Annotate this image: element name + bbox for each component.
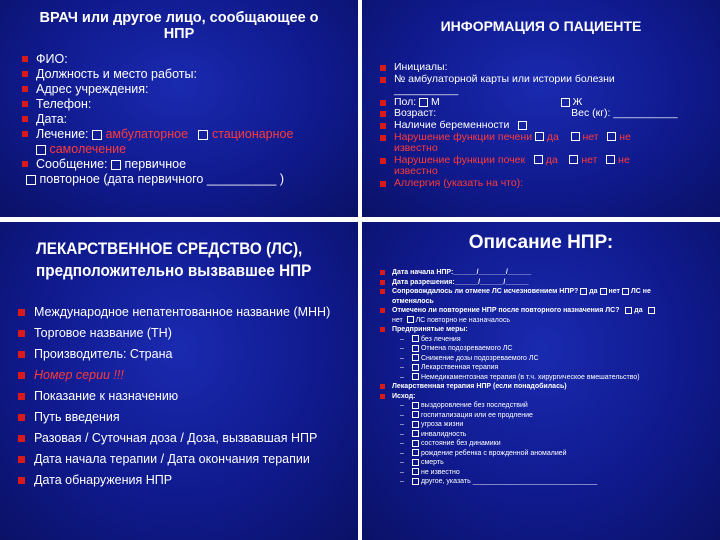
- bullet-icon: [380, 181, 386, 187]
- bullet-icon: [18, 330, 25, 337]
- checkbox-icon[interactable]: [412, 468, 419, 475]
- age-row: Возраст: Вес (кг): ___________: [380, 108, 678, 120]
- patient-fields: [380, 62, 678, 190]
- repeat-row: Отмечено ли повторение НПР после повторного назначения ЛС? да: [380, 306, 655, 316]
- list-item: – госпитализация или ее продление: [400, 411, 533, 419]
- bullet-icon: [22, 161, 28, 167]
- dash-icon: –: [400, 411, 404, 419]
- checkbox-icon[interactable]: [412, 478, 419, 485]
- list-item: Номер серии !!!: [18, 365, 330, 386]
- list-item: – Отмена подозреваемого ЛС: [400, 345, 513, 352]
- kidney-row: Нарушение функции почек да нет не: [380, 155, 678, 167]
- bullet-icon: [18, 456, 25, 463]
- checkbox-icon[interactable]: [569, 155, 578, 164]
- checkbox-icon[interactable]: [606, 155, 615, 164]
- bullet-icon: [380, 394, 385, 399]
- list-item: Исход:: [380, 392, 655, 402]
- list-item: Дата начала НПР:______/_______/______: [380, 268, 655, 278]
- slide-title: Описание НПР:: [468, 232, 614, 253]
- checkbox-icon[interactable]: [607, 132, 616, 141]
- checkbox-icon[interactable]: [36, 145, 46, 155]
- bullet-icon: [18, 393, 25, 400]
- checkbox-icon[interactable]: [518, 121, 527, 130]
- list-item: – состояние без динамики: [400, 440, 501, 447]
- report-row: Сообщение: первичное: [22, 157, 293, 172]
- treatment-row-cont: самолечение: [22, 142, 293, 157]
- list-item: Инициалы:: [380, 62, 678, 74]
- allergy-row: Аллергия (указать на что):: [380, 178, 678, 190]
- list-item: № амбулаторной карты или истории болезни: [380, 74, 678, 86]
- withdraw-row: Сопровождалось ли отмене ЛС исчезновением НПР? да нет ЛС не: [380, 287, 655, 297]
- list-item: Лекарственная терапия НПР (если понадобилась): [380, 382, 655, 392]
- slide-drug: [0, 222, 358, 540]
- list-item: Дата:: [22, 112, 293, 127]
- bullet-icon: [380, 123, 386, 129]
- dash-icon: –: [400, 373, 404, 381]
- list-item: Разовая / Суточная доза / Доза, вызвавшая НПР: [18, 428, 330, 449]
- list-item: Международное непатентованное название (МНН): [18, 302, 330, 323]
- list-item: Предпринятые меры:: [380, 325, 655, 335]
- list-item: – другое, указать ________________________________: [400, 478, 598, 485]
- list-item: – угроза жизни: [400, 421, 464, 428]
- dash-icon: –: [400, 478, 404, 485]
- checkbox-icon[interactable]: [412, 421, 419, 428]
- sex-row: Пол: М Ж: [380, 97, 678, 109]
- bullet-icon: [22, 71, 28, 77]
- checkbox-icon[interactable]: [26, 175, 36, 185]
- drug-fields: [18, 302, 330, 491]
- checkbox-icon[interactable]: [419, 98, 428, 107]
- list-item: – без лечения: [400, 335, 461, 343]
- bullet-icon: [380, 384, 385, 389]
- checkbox-icon[interactable]: [412, 440, 419, 447]
- adr-fields: [380, 268, 655, 487]
- checkbox-icon[interactable]: [111, 160, 121, 170]
- repeat-row-cont: нет ЛС повторно не назначалось: [392, 316, 510, 324]
- list-item: – смерть: [400, 459, 444, 466]
- bullet-icon: [380, 327, 385, 332]
- bullet-icon: [380, 280, 385, 285]
- checkbox-icon[interactable]: [561, 98, 570, 107]
- checkbox-icon[interactable]: [412, 373, 419, 380]
- list-item: – не известно: [400, 468, 460, 476]
- checkbox-icon[interactable]: [600, 288, 607, 295]
- checkbox-icon[interactable]: [648, 307, 655, 314]
- checkbox-icon[interactable]: [625, 307, 632, 314]
- list-item: Должность и место работы:: [22, 67, 293, 82]
- dash-icon: –: [400, 430, 404, 438]
- report-row-cont: повторное (дата первичного __________ ): [22, 172, 293, 187]
- list-item: ФИО:: [22, 52, 293, 67]
- liver-row: Нарушение функции печени да нет не: [380, 132, 678, 144]
- dash-icon: –: [400, 468, 404, 476]
- list-item: Торговое название (ТН): [18, 323, 330, 344]
- slide-title: ВРАЧ или другое лицо, сообщающее о НПР: [39, 10, 319, 42]
- list-item: ___________: [394, 84, 459, 97]
- slide-patient: [362, 0, 720, 217]
- bullet-icon: [380, 135, 386, 141]
- list-item: – Немедикаментозная терапия (в т.ч. хирургическое вмешательство): [400, 373, 640, 381]
- slide-adr-description: [362, 222, 720, 540]
- dash-icon: –: [400, 364, 404, 371]
- bullet-icon: [380, 77, 386, 83]
- list-item: Производитель: Страна: [18, 344, 330, 365]
- checkbox-icon[interactable]: [412, 411, 419, 418]
- checkbox-icon[interactable]: [198, 130, 208, 140]
- dash-icon: –: [400, 354, 404, 362]
- bullet-icon: [18, 414, 25, 421]
- list-item: Дата разрешения:______/______/______: [380, 278, 655, 288]
- checkbox-icon[interactable]: [412, 335, 419, 342]
- dash-icon: –: [400, 459, 404, 466]
- reporter-fields: [22, 52, 293, 187]
- bullet-icon: [380, 111, 386, 117]
- checkbox-icon[interactable]: [412, 364, 419, 371]
- list-item: – выздоровление без последствий: [400, 402, 528, 409]
- bullet-icon: [380, 158, 386, 164]
- bullet-icon: [22, 56, 28, 62]
- liver-row-cont: известно: [394, 142, 438, 155]
- list-item: – Лекарственная терапия: [400, 364, 499, 371]
- bullet-icon: [18, 477, 25, 484]
- slide-reporter: [0, 0, 358, 217]
- checkbox-icon[interactable]: [412, 402, 419, 409]
- list-item: Путь введения: [18, 407, 330, 428]
- list-item: Дата начала терапии / Дата окончания терапии: [18, 449, 330, 470]
- checkbox-icon[interactable]: [571, 132, 580, 141]
- dash-icon: –: [400, 440, 404, 447]
- slide-title: ИНФОРМАЦИЯ О ПАЦИЕНТЕ: [440, 18, 642, 34]
- checkbox-icon[interactable]: [407, 316, 414, 323]
- checkbox-icon[interactable]: [535, 132, 544, 141]
- checkbox-icon[interactable]: [412, 354, 419, 361]
- withdraw-row-cont: отменялось: [392, 297, 434, 305]
- checkbox-icon[interactable]: [622, 288, 629, 295]
- checkbox-icon[interactable]: [412, 430, 419, 437]
- list-item: Телефон:: [22, 97, 293, 112]
- bullet-icon: [380, 308, 385, 313]
- checkbox-icon[interactable]: [412, 459, 419, 466]
- list-item: Показание к назначению: [18, 386, 330, 407]
- bullet-icon: [380, 65, 386, 71]
- bullet-icon: [18, 309, 25, 316]
- checkbox-icon[interactable]: [412, 449, 419, 456]
- bullet-icon: [22, 86, 28, 92]
- pregnancy-row: Наличие беременности: [380, 120, 678, 132]
- checkbox-icon[interactable]: [412, 345, 419, 352]
- list-item: – рождение ребенка с врожденной аномалией: [400, 449, 567, 457]
- bullet-icon: [18, 435, 25, 442]
- list-item: Адрес учреждения:: [22, 82, 293, 97]
- bullet-icon: [380, 270, 385, 275]
- dash-icon: –: [400, 449, 404, 457]
- dash-icon: –: [400, 402, 404, 409]
- kidney-row-cont: известно: [394, 165, 438, 178]
- bullet-icon: [380, 289, 385, 294]
- bullet-icon: [18, 372, 25, 379]
- dash-icon: –: [400, 421, 404, 428]
- bullet-icon: [380, 100, 386, 106]
- list-item: Дата обнаружения НПР: [18, 470, 330, 491]
- dash-icon: –: [400, 345, 404, 352]
- bullet-icon: [22, 131, 28, 137]
- treatment-row: Лечение: амбулаторное стационарное: [22, 127, 293, 142]
- bullet-icon: [18, 351, 25, 358]
- checkbox-icon[interactable]: [92, 130, 102, 140]
- list-item: – инвалидность: [400, 430, 467, 438]
- checkbox-icon[interactable]: [580, 288, 587, 295]
- list-item: – Снижение дозы подозреваемого ЛС: [400, 354, 539, 362]
- bullet-icon: [22, 101, 28, 107]
- slide-title: ЛЕКАРСТВЕННОЕ СРЕДСТВО (ЛС), предположительно вызвавшее НПР: [36, 239, 312, 280]
- bullet-icon: [22, 116, 28, 122]
- dash-icon: –: [400, 335, 404, 343]
- checkbox-icon[interactable]: [534, 155, 543, 164]
